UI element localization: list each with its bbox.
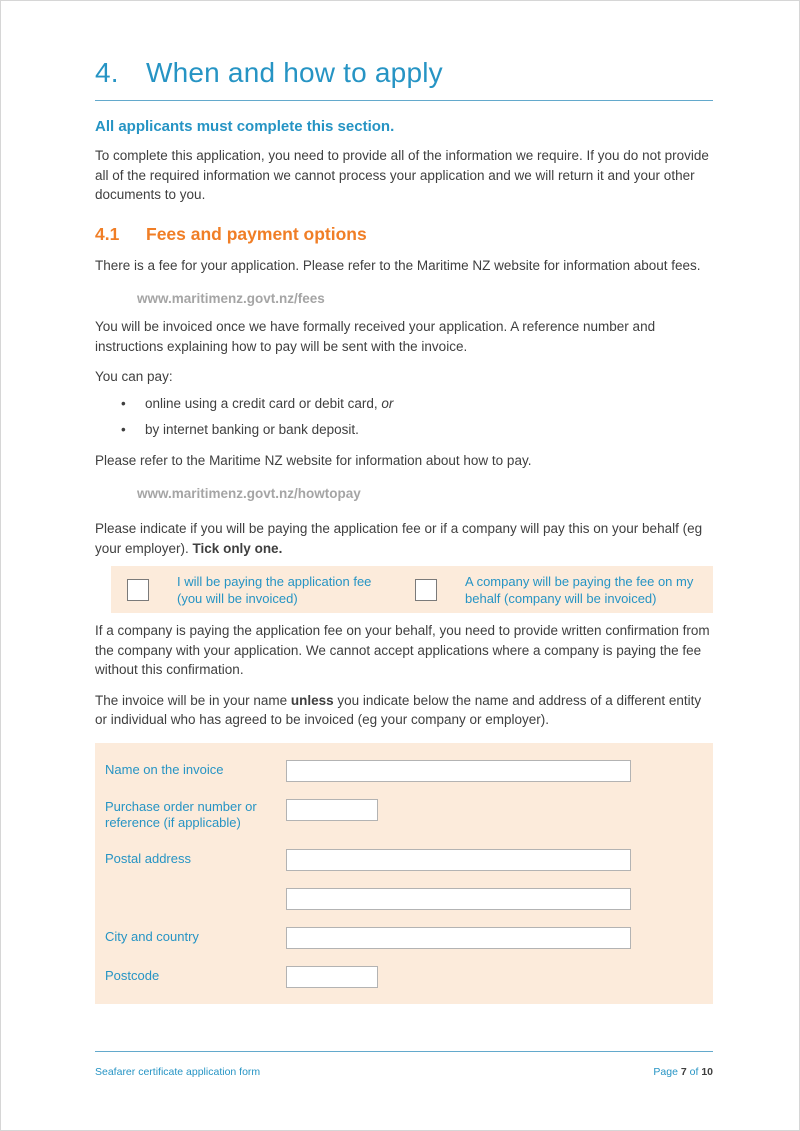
form-label: Postal address	[105, 851, 191, 867]
postal-address-line2-input[interactable]	[286, 888, 631, 910]
option-self-pay	[127, 573, 389, 607]
company-confirmation-paragraph: If a company is paying the application fee on your behalf, you need to provide written confirmation from the company with your application. We cannot accept applications where a company is paying the fee without this confirmation.	[95, 623, 710, 677]
bullet-text-italic: or	[381, 395, 394, 411]
fee-payer-options	[111, 566, 713, 613]
howtopay-paragraph: Please refer to the Maritime NZ website for information about how to pay.	[95, 452, 532, 468]
fee-paragraph: There is a fee for your application. Please refer to the Maritime NZ website for information about fees.	[95, 257, 701, 273]
title-divider	[95, 100, 713, 101]
form-row-postal-address-line2	[105, 888, 703, 910]
footer-of-label: of	[689, 1066, 699, 1078]
purchase-order-input[interactable]	[286, 799, 378, 821]
form-row-purchase-order	[105, 799, 703, 832]
page-title-text: When and how to apply	[146, 57, 443, 88]
subsection-heading	[95, 224, 713, 245]
footer-document-name: Seafarer certificate application form	[95, 1066, 261, 1078]
howtopay-url-link[interactable]: www.maritimenz.govt.nz/howtopay	[137, 486, 361, 501]
subsection-number: 4.1	[95, 223, 120, 244]
invoice-details-form	[95, 743, 713, 1004]
form-label: Name on the invoice	[105, 762, 224, 778]
form-row-name-on-invoice	[105, 760, 703, 782]
form-label: Purchase order number or reference (if applicable)	[105, 798, 257, 830]
form-row-postcode	[105, 966, 703, 988]
form-row-postal-address	[105, 849, 703, 871]
postcode-input[interactable]	[286, 966, 378, 988]
invoice-name-text-suffix: you indicate below the name and address of a different entity or individual who has agreed to be invoiced (eg your company or employer).	[95, 692, 702, 727]
invoice-name-text: The invoice will be in your name	[95, 692, 291, 708]
pay-intro: You can pay:	[95, 369, 173, 384]
company-pay-checkbox[interactable]	[415, 579, 437, 601]
subsection-title-text: Fees and payment options	[146, 223, 367, 244]
form-label: Postcode	[105, 968, 160, 984]
postal-address-input[interactable]	[286, 849, 631, 871]
invoice-name-bold-text: unless	[290, 692, 334, 708]
indicate-bold-text: Tick only one.	[192, 540, 283, 556]
city-country-input[interactable]	[286, 927, 631, 949]
page-footer	[95, 1051, 713, 1078]
footer-page-number: 7	[680, 1066, 687, 1078]
mandatory-note: All applicants must complete this section.	[95, 118, 395, 135]
page-title	[95, 57, 713, 89]
intro-paragraph: To complete this application, you need to provide all of the information we require. If you do not provide all of the required information we cannot process your application and we will return it and your other documents to you.	[95, 148, 709, 202]
page-title-number: 4.	[95, 57, 119, 88]
self-pay-checkbox[interactable]	[127, 579, 149, 601]
footer-page-total: 10	[701, 1066, 713, 1078]
option-company-pay	[415, 573, 717, 607]
footer-page-indicator	[653, 1066, 713, 1078]
fees-url-link[interactable]: www.maritimenz.govt.nz/fees	[137, 291, 325, 306]
company-pay-label: A company will be paying the fee on my behalf (company will be invoiced)	[465, 573, 694, 606]
bullet-text: by internet banking or bank deposit.	[145, 422, 359, 437]
payment-methods-list	[95, 394, 713, 440]
invoice-name-paragraph	[95, 691, 713, 730]
footer-page-label: Page	[653, 1066, 678, 1078]
list-item	[95, 420, 713, 440]
invoice-paragraph: You will be invoiced once we have formally received your application. A reference number and instructions explaining how to pay will be sent with the invoice.	[95, 319, 656, 354]
indicate-text: Please indicate if you will be paying the application fee or if a company will pay this on your behalf (eg your employer).	[95, 521, 703, 556]
form-row-city-country	[105, 927, 703, 949]
name-on-invoice-input[interactable]	[286, 760, 631, 782]
form-label: City and country	[105, 929, 199, 945]
indicate-paragraph	[95, 519, 713, 558]
bullet-text: online using a credit card or debit card,	[145, 395, 382, 411]
list-item	[95, 394, 713, 414]
self-pay-label: I will be paying the application fee (you will be invoiced)	[177, 573, 372, 606]
